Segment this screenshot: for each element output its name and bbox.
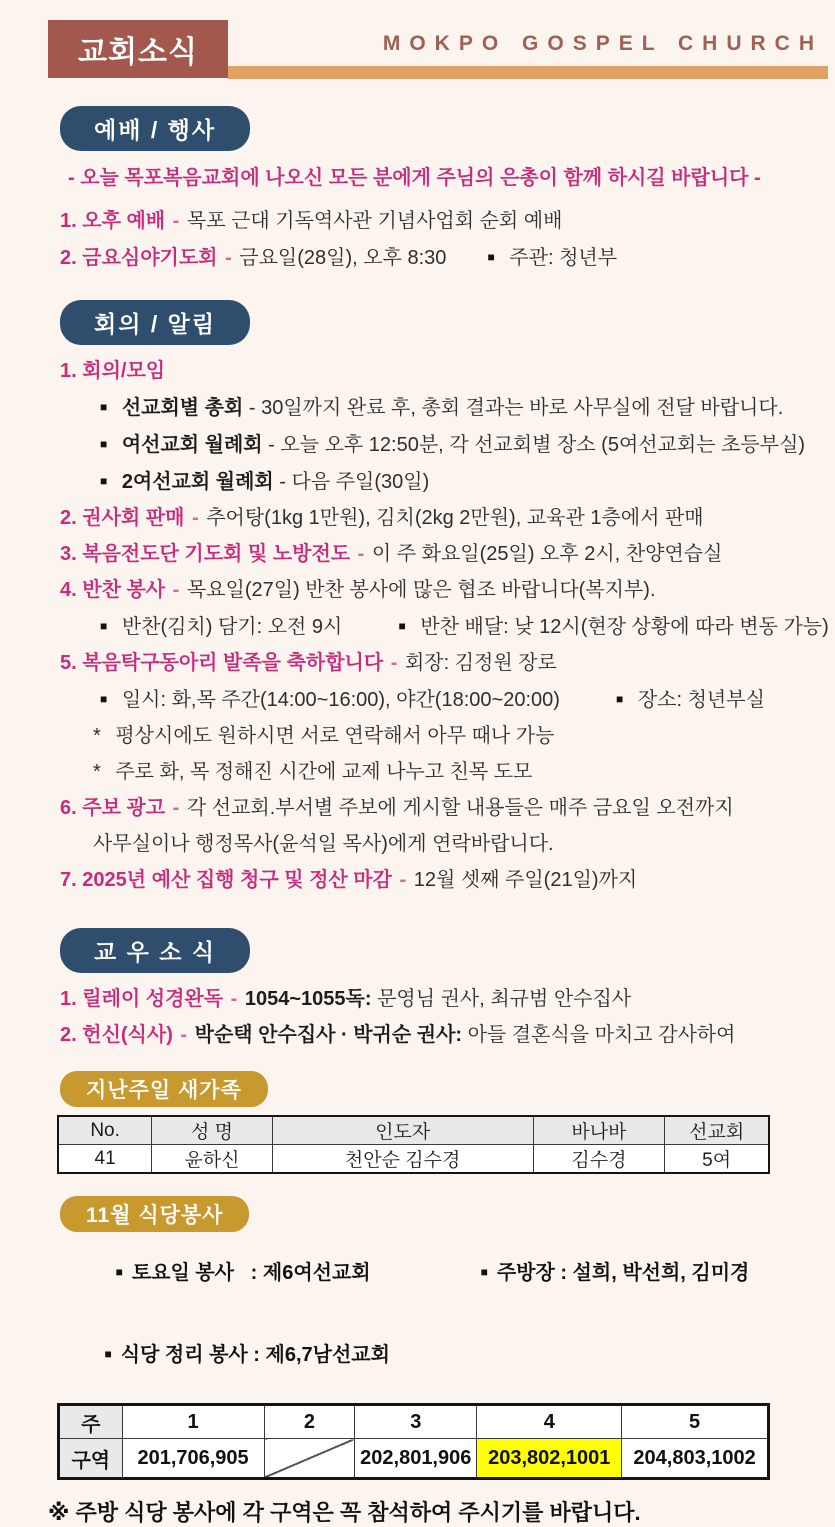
col-header-name: 성 명 [152,1116,273,1145]
sub-bullet: ■ 일시: 화,목 주간(14:00~16:00), 야간(18:00~20:00) ■ 장소: 청년부실 [100,681,815,718]
section-title-member-news: 교 우 소 식 [60,928,250,973]
week-4: 4 [477,1405,622,1439]
col-header-no: No. [58,1116,152,1145]
square-bullet-icon: ■ [115,1265,123,1279]
list-item: 1. 회의/모임 [60,360,166,382]
cafeteria-schedule-table [57,1403,770,1480]
col-header-barnabas: 바나바 [533,1116,665,1145]
square-bullet-icon: ■ [398,619,406,633]
district-week2-empty [264,1439,355,1479]
square-bullet-icon: ■ [100,400,108,414]
district-week3: 202,801,906 [355,1439,477,1479]
section-meeting [60,300,829,898]
section-title-cafeteria: 11월 식당봉사 [60,1196,249,1232]
list-item-continuation: 사무실이나 행정목사(윤석일 목사)에게 연락바랍니다. [93,833,554,855]
cell-guide: 천안순 김수경 [272,1145,533,1174]
worship-list [60,203,815,276]
section-cafeteria [48,1196,815,1527]
bulletin-title: 교회소식 [48,20,228,78]
section-new-family [60,1071,815,1174]
cell-barnabas: 김수경 [533,1145,665,1174]
square-bullet-icon: ■ [487,250,495,264]
cafeteria-bullets-row [60,1232,815,1314]
bullet-cleanup-service: ■ 식당 정리 봉사 : 제6,7남선교회 [60,1314,815,1396]
asterisk-icon: * [93,761,101,783]
district-week1: 201,706,905 [122,1439,264,1479]
content [0,106,835,1527]
list-item: 4. 반찬 봉사 - 목요일(27일) 반찬 봉사에 많은 협조 바랍니다(복지부). [60,579,656,601]
row-header-district: 구역 [59,1439,123,1479]
list-item: 1. 오후 예배 - 목포 근대 기독역사관 기념사업회 순회 예배 [60,210,563,232]
list-item: 1. 릴레이 성경완독 - 1054~1055독: 문영님 권사, 최규범 안수집사 [60,988,632,1010]
col-header-mission: 선교회 [665,1116,769,1145]
new-family-table [57,1115,770,1174]
week-2: 2 [264,1405,355,1439]
list-item: 3. 복음전도단 기도회 및 노방전도 - 이 주 화요일(25일) 오후 2시, 찬양연습실 [60,543,723,565]
square-bullet-icon: ■ [100,474,108,488]
sub-bullet: ■ 2여선교회 월례회 - 다음 주일(30일) [100,463,815,500]
cell-no: 41 [58,1145,152,1174]
sub-bullet: ■ 반찬(김치) 담기: 오전 9시 ■ 반찬 배달: 낮 12시(현장 상황에 따라 변동 가능) [100,608,815,645]
table-row [58,1145,769,1174]
bullet-head-chef: ■ 주방장 : 설희, 박선희, 김미경 [425,1232,749,1314]
square-bullet-icon: ■ [616,692,624,706]
section-title-meeting: 회의 / 알림 [60,300,250,345]
list-item: 2. 권사회 판매 - 추어탕(1kg 1만원), 김치(2kg 2만원), 교육관 1층에서 판매 [60,507,704,529]
church-name: MOKPO GOSPEL CHURCH [382,32,823,55]
table-row [59,1439,769,1479]
sub-bullet: ■ 여선교회 월례회 - 오늘 오후 12:50분, 각 선교회별 장소 (5여선교회는 초등부실) [100,426,815,463]
section-member-news [60,928,815,1053]
square-bullet-icon: ■ [100,692,108,706]
bullet-saturday-service: ■ 토요일 봉사 : 제6여선교회 [60,1232,425,1314]
section-worship [60,106,815,276]
col-header-week: 주 [59,1405,123,1439]
cell-mission: 5여 [665,1145,769,1174]
footer-note: ※ 주방 식당 봉사에 각 구역은 꼭 참석하여 주시기를 바랍니다. [48,1500,641,1525]
list-item: 5. 복음탁구동아리 발족을 축하합니다 - 회장: 김정원 장로 [60,652,557,674]
week-1: 1 [122,1405,264,1439]
list-item: 2. 헌신(식사) - 박순택 안수집사 · 박귀순 권사: 아들 결혼식을 마치고 감사하여 [60,1024,736,1046]
square-bullet-icon: ■ [480,1265,488,1279]
header-divider-bar [228,66,828,79]
square-bullet-icon: ■ [100,619,108,633]
list-item: 7. 2025년 예산 집행 청구 및 정산 마감 - 12월 셋째 주일(21일)까지 [60,869,638,891]
section-title-worship: 예배 / 행사 [60,106,250,151]
week-5: 5 [622,1405,769,1439]
square-bullet-icon: ■ [104,1347,112,1361]
square-bullet-icon: ■ [100,437,108,451]
list-item: 2. 금요심야기도회 - 금요일(28일), 오후 8:30 ■ 주관: 청년부 [60,239,815,276]
section-title-new-family: 지난주일 새가족 [60,1071,268,1107]
meeting-list [60,353,829,898]
week-3: 3 [355,1405,477,1439]
greeting-line: - 오늘 목포복음교회에 나오신 모든 분에게 주님의 은총이 함께 하시길 바랍니다 - [68,167,761,189]
district-week5: 204,803,1002 [622,1439,769,1479]
col-header-guide: 인도자 [272,1116,533,1145]
star-note: * 주로 화, 목 정해진 시간에 교제 나누고 친목 도모 [93,754,815,790]
sub-bullet: ■ 선교회별 총회 - 30일까지 완료 후, 총회 결과는 바로 사무실에 전달 바랍니다. [100,389,815,426]
district-week4-highlighted: 203,802,1001 [477,1439,622,1479]
header [0,0,835,80]
table-header-row [59,1405,769,1439]
list-item: 6. 주보 광고 - 각 선교회.부서별 주보에 게시할 내용들은 매주 금요일 오전까지 [60,797,734,819]
asterisk-icon: * [93,725,101,747]
star-note: * 평상시에도 원하시면 서로 연락해서 아무 때나 가능 [93,718,815,754]
table-header-row [58,1116,769,1145]
news-list [60,981,815,1053]
cell-name: 윤하신 [152,1145,273,1174]
